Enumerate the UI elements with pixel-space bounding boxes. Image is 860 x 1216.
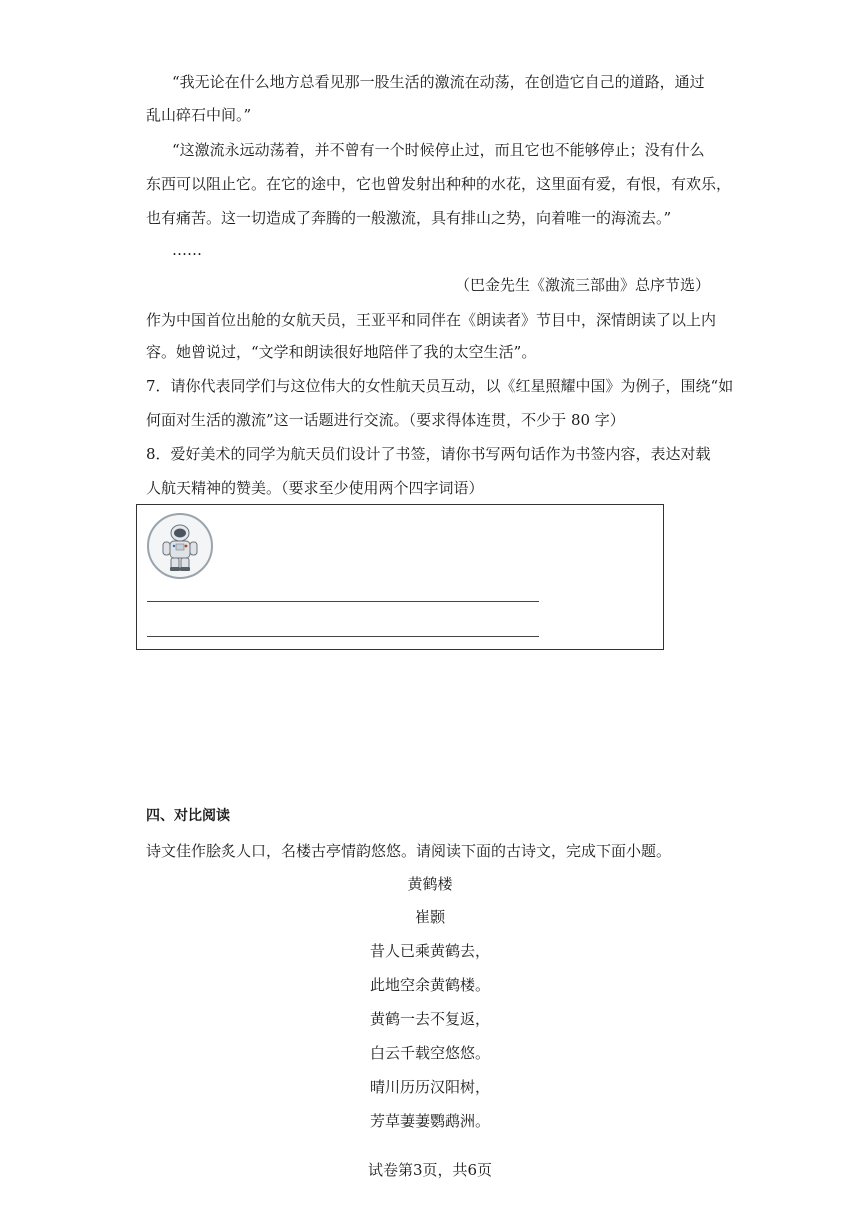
poem-line: 黄鹤一去不复返， — [369, 1010, 490, 1028]
poem-line: 晴川历历汉阳树， — [369, 1078, 490, 1096]
question-8-cont: 人航天精神的赞美。（要求至少使用两个四字词语） — [146, 479, 484, 497]
passage-source: （巴金先生《激流三部曲》总序节选） — [454, 276, 710, 294]
passage-line: 乱山碎石中间。” — [146, 106, 252, 124]
poem-line: 此地空余黄鹤楼。 — [369, 976, 490, 994]
question-8: 8．爱好美术的同学为航天员们设计了书签，请你书写两句话作为书签内容，表达对载 — [146, 445, 711, 463]
poem-line: 白云千载空悠悠。 — [369, 1044, 490, 1062]
section-heading: 四、对比阅读 — [146, 808, 230, 824]
poem-author: 崔颢 — [414, 908, 445, 926]
page-footer: 试卷第3页，共6页 — [367, 1161, 493, 1179]
poem-title: 黄鹤楼 — [407, 875, 453, 893]
question-7-cont: 何面对生活的激流”这一话题进行交流。（要求得体连贯，不少于 80 字） — [146, 411, 625, 429]
context-line: 容。她曾说过，“文学和朗读很好地陪伴了我的太空生活”。 — [146, 343, 537, 361]
passage-line: 东西可以阻止它。在它的途中，它也曾发射出种种的水花，这里面有爱，有恨，有欢乐， — [146, 175, 732, 193]
poem-line: 昔人已乘黄鹤去， — [369, 942, 490, 960]
section-intro: 诗文佳作脍炙人口，名楼古亭情韵悠悠。请阅读下面的古诗文，完成下面小题。 — [146, 842, 672, 860]
astronaut-icon — [147, 513, 213, 579]
poem-line: 芳草萋萋鹦鹉洲。 — [369, 1112, 490, 1130]
passage-line: 也有痛苦。这一切造成了奔腾的一般激流，具有排山之势，向着唯一的海流去。” — [146, 209, 672, 227]
passage-ellipsis: …… — [172, 241, 202, 259]
passage-line: “我无论在什么地方总看见那一股生活的激流在动荡，在创造它自己的道路，通过 — [172, 73, 705, 91]
bookmark-answer-box — [136, 504, 664, 650]
answer-line[interactable] — [147, 601, 539, 602]
passage-line: “这激流永远动荡着，并不曾有一个时候停止过，而且它也不能够停止；没有什么 — [172, 141, 705, 159]
answer-line[interactable] — [147, 636, 539, 637]
question-7: 7．请你代表同学们与这位伟大的女性航天员互动，以《红星照耀中国》为例子，围绕“如 — [146, 377, 734, 395]
context-line: 作为中国首位出舱的女航天员，王亚平和同伴在《朗读者》节目中，深情朗读了以上内 — [146, 311, 717, 329]
